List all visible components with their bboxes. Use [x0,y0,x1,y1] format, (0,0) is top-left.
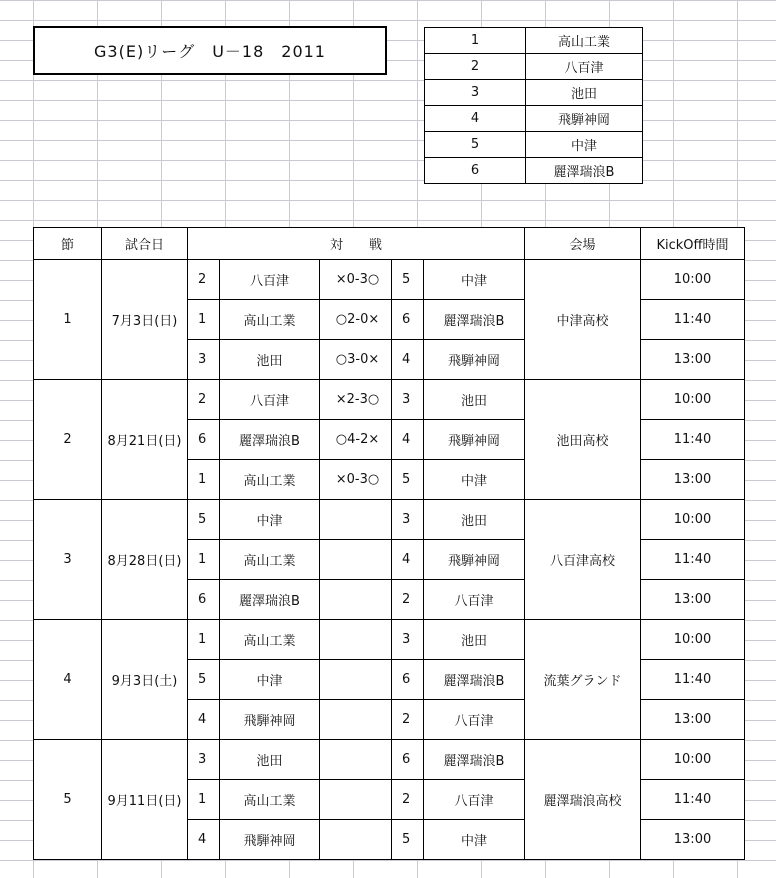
home-team: 中津 [220,660,320,700]
schedule-header-row [34,228,745,260]
away-team: 中津 [424,460,525,500]
kickoff-time: 11:40 [641,540,745,580]
away-team: 八百津 [424,580,525,620]
away-team-number: 3 [392,500,424,540]
away-team-number: 2 [392,700,424,740]
away-team: 池田 [424,500,525,540]
kickoff-time: 10:00 [641,380,745,420]
kickoff-time: 13:00 [641,580,745,620]
kickoff-time: 11:40 [641,660,745,700]
team-name: 八百津 [526,54,643,80]
match-row [34,620,745,660]
header-setsu: 節 [34,228,102,260]
team-row [425,106,643,132]
header-match: 対 戦 [188,228,525,260]
home-team-number: 4 [188,700,220,740]
venue: 流葉グランド [525,620,641,740]
team-row [425,158,643,184]
home-team-number: 1 [188,620,220,660]
match-result: ○4-2× [320,420,392,460]
home-team: 高山工業 [220,460,320,500]
home-team-number: 3 [188,340,220,380]
away-team-number: 4 [392,540,424,580]
match-result [320,820,392,860]
home-team-number: 1 [188,460,220,500]
schedule-table [33,227,745,860]
team-row [425,80,643,106]
home-team-number: 1 [188,780,220,820]
match-row [34,740,745,780]
match-date: 9月3日(土) [102,620,188,740]
team-row [425,28,643,54]
match-result [320,620,392,660]
home-team: 麗澤瑞浪B [220,420,320,460]
home-team: 池田 [220,740,320,780]
team-number: 4 [425,106,526,132]
away-team: 麗澤瑞浪B [424,660,525,700]
header-kickoff: KickOff時間 [641,228,745,260]
away-team: 中津 [424,820,525,860]
match-result [320,500,392,540]
home-team-number: 4 [188,820,220,860]
match-date: 7月3日(日) [102,260,188,380]
match-result [320,780,392,820]
match-result: ×0-3○ [320,460,392,500]
away-team: 池田 [424,620,525,660]
team-number: 5 [425,132,526,158]
venue: 中津高校 [525,260,641,380]
home-team: 高山工業 [220,300,320,340]
team-row [425,132,643,158]
venue: 麗澤瑞浪高校 [525,740,641,860]
kickoff-time: 13:00 [641,460,745,500]
kickoff-time: 11:40 [641,780,745,820]
match-result: ×0-3○ [320,260,392,300]
match-date: 8月28日(日) [102,500,188,620]
home-team: 高山工業 [220,780,320,820]
kickoff-time: 13:00 [641,820,745,860]
away-team-number: 6 [392,300,424,340]
match-result [320,740,392,780]
team-number: 2 [425,54,526,80]
away-team-number: 5 [392,460,424,500]
away-team-number: 5 [392,260,424,300]
match-result [320,580,392,620]
kickoff-time: 11:40 [641,420,745,460]
away-team: 飛騨神岡 [424,340,525,380]
away-team: 飛騨神岡 [424,420,525,460]
away-team-number: 4 [392,420,424,460]
league-title: G3(E)リーグ U－18 2011 [33,26,387,75]
kickoff-time: 10:00 [641,620,745,660]
team-row [425,54,643,80]
team-name: 高山工業 [526,28,643,54]
kickoff-time: 13:00 [641,700,745,740]
match-result [320,660,392,700]
away-team: 麗澤瑞浪B [424,300,525,340]
away-team-number: 2 [392,780,424,820]
away-team: 八百津 [424,780,525,820]
venue: 八百津高校 [525,500,641,620]
home-team: 池田 [220,340,320,380]
team-name: 飛騨神岡 [526,106,643,132]
away-team-number: 6 [392,660,424,700]
round-number: 2 [34,380,102,500]
away-team: 飛騨神岡 [424,540,525,580]
away-team: 麗澤瑞浪B [424,740,525,780]
home-team-number: 2 [188,260,220,300]
away-team: 中津 [424,260,525,300]
match-date: 8月21日(日) [102,380,188,500]
away-team-number: 4 [392,340,424,380]
away-team-number: 5 [392,820,424,860]
away-team-number: 2 [392,580,424,620]
team-name: 池田 [526,80,643,106]
home-team-number: 5 [188,500,220,540]
kickoff-time: 10:00 [641,500,745,540]
home-team: 飛騨神岡 [220,820,320,860]
home-team: 高山工業 [220,540,320,580]
away-team: 八百津 [424,700,525,740]
match-date: 9月11日(日) [102,740,188,860]
kickoff-time: 10:00 [641,740,745,780]
match-result [320,540,392,580]
match-row [34,260,745,300]
away-team-number: 6 [392,740,424,780]
round-number: 4 [34,620,102,740]
team-number: 1 [425,28,526,54]
kickoff-time: 11:40 [641,300,745,340]
team-number: 3 [425,80,526,106]
home-team: 中津 [220,500,320,540]
match-result [320,700,392,740]
home-team: 八百津 [220,260,320,300]
home-team-number: 1 [188,300,220,340]
venue: 池田高校 [525,380,641,500]
round-number: 1 [34,260,102,380]
match-result: ×2-3○ [320,380,392,420]
away-team-number: 3 [392,380,424,420]
round-number: 3 [34,500,102,620]
match-result: ○3-0× [320,340,392,380]
home-team-number: 5 [188,660,220,700]
kickoff-time: 10:00 [641,260,745,300]
team-number: 6 [425,158,526,184]
away-team-number: 3 [392,620,424,660]
kickoff-time: 13:00 [641,340,745,380]
header-date: 試合日 [102,228,188,260]
home-team: 麗澤瑞浪B [220,580,320,620]
home-team: 高山工業 [220,620,320,660]
team-list [424,27,643,184]
match-result: ○2-0× [320,300,392,340]
team-name: 麗澤瑞浪B [526,158,643,184]
match-row [34,380,745,420]
header-venue: 会場 [525,228,641,260]
team-name: 中津 [526,132,643,158]
home-team-number: 2 [188,380,220,420]
away-team: 池田 [424,380,525,420]
match-row [34,500,745,540]
round-number: 5 [34,740,102,860]
home-team-number: 6 [188,580,220,620]
home-team-number: 3 [188,740,220,780]
home-team: 飛騨神岡 [220,700,320,740]
home-team-number: 6 [188,420,220,460]
home-team-number: 1 [188,540,220,580]
home-team: 八百津 [220,380,320,420]
